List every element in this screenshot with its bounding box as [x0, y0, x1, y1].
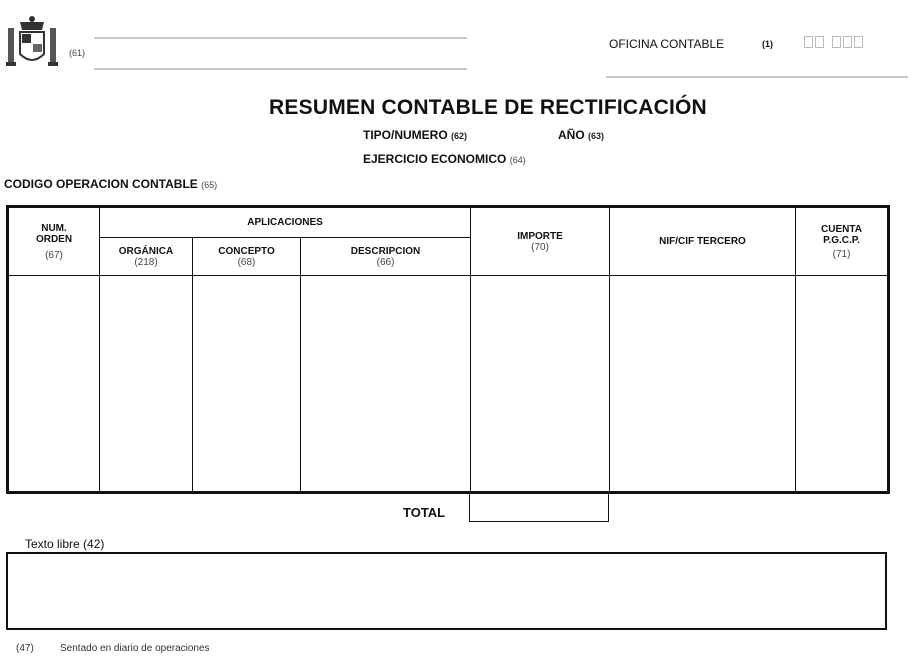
- total-label: TOTAL: [403, 505, 446, 520]
- footer-ref: (47): [16, 643, 34, 654]
- ejercicio-field: [363, 152, 526, 166]
- tipo-numero-field: [363, 128, 467, 142]
- col-cuenta-pgcp: CUENTA P.G.C.P. (71): [796, 207, 889, 276]
- anio-ref: (63): [588, 131, 605, 141]
- col-organica: ORGÁNICA (218): [100, 238, 193, 276]
- col-group-aplicaciones: APLICACIONES: [100, 207, 471, 238]
- anio-field: [558, 128, 604, 142]
- tipo-numero-label: TIPO/NUMERO: [363, 128, 448, 142]
- cell-importe[interactable]: [471, 276, 610, 493]
- anio-label: AÑO: [558, 128, 585, 142]
- header-line-1: [94, 37, 467, 39]
- col-num-orden: NUM. ORDEN (67): [8, 207, 100, 276]
- office-line: [606, 76, 908, 78]
- codigo-label: CODIGO OPERACION CONTABLE: [4, 177, 198, 191]
- page-title: RESUMEN CONTABLE DE RECTIFICACIÓN: [269, 96, 707, 119]
- crest-ref: (61): [69, 48, 86, 58]
- footer-text: Sentado en diario de operaciones: [60, 643, 210, 654]
- coat-of-arms-icon: [6, 14, 58, 70]
- cell-descripcion[interactable]: [301, 276, 471, 493]
- cell-num-orden[interactable]: [8, 276, 100, 493]
- cell-organica[interactable]: [100, 276, 193, 493]
- ejercicio-ref: (64): [509, 155, 526, 165]
- free-text-label: Texto libre (42): [25, 537, 105, 551]
- office-code-input[interactable]: [804, 36, 863, 48]
- cell-concepto[interactable]: [193, 276, 301, 493]
- free-text-input[interactable]: [6, 552, 887, 630]
- cell-nif-cif[interactable]: [610, 276, 796, 493]
- col-nif-cif: NIF/CIF TERCERO: [610, 207, 796, 276]
- cell-cuenta[interactable]: [796, 276, 889, 493]
- col-importe: IMPORTE (70): [471, 207, 610, 276]
- codigo-field: [4, 177, 217, 191]
- col-concepto: CONCEPTO (68): [193, 238, 301, 276]
- entries-table: [6, 205, 890, 494]
- header-line-2: [94, 68, 467, 70]
- office-ref: (1): [762, 39, 773, 49]
- table-row: [8, 276, 889, 493]
- office-label: OFICINA CONTABLE: [609, 37, 725, 51]
- codigo-ref: (65): [201, 180, 218, 190]
- total-input[interactable]: [469, 492, 609, 522]
- tipo-numero-ref: (62): [451, 131, 468, 141]
- ejercicio-label: EJERCICIO ECONOMICO: [363, 152, 507, 166]
- col-descripcion: DESCRIPCION (66): [301, 238, 471, 276]
